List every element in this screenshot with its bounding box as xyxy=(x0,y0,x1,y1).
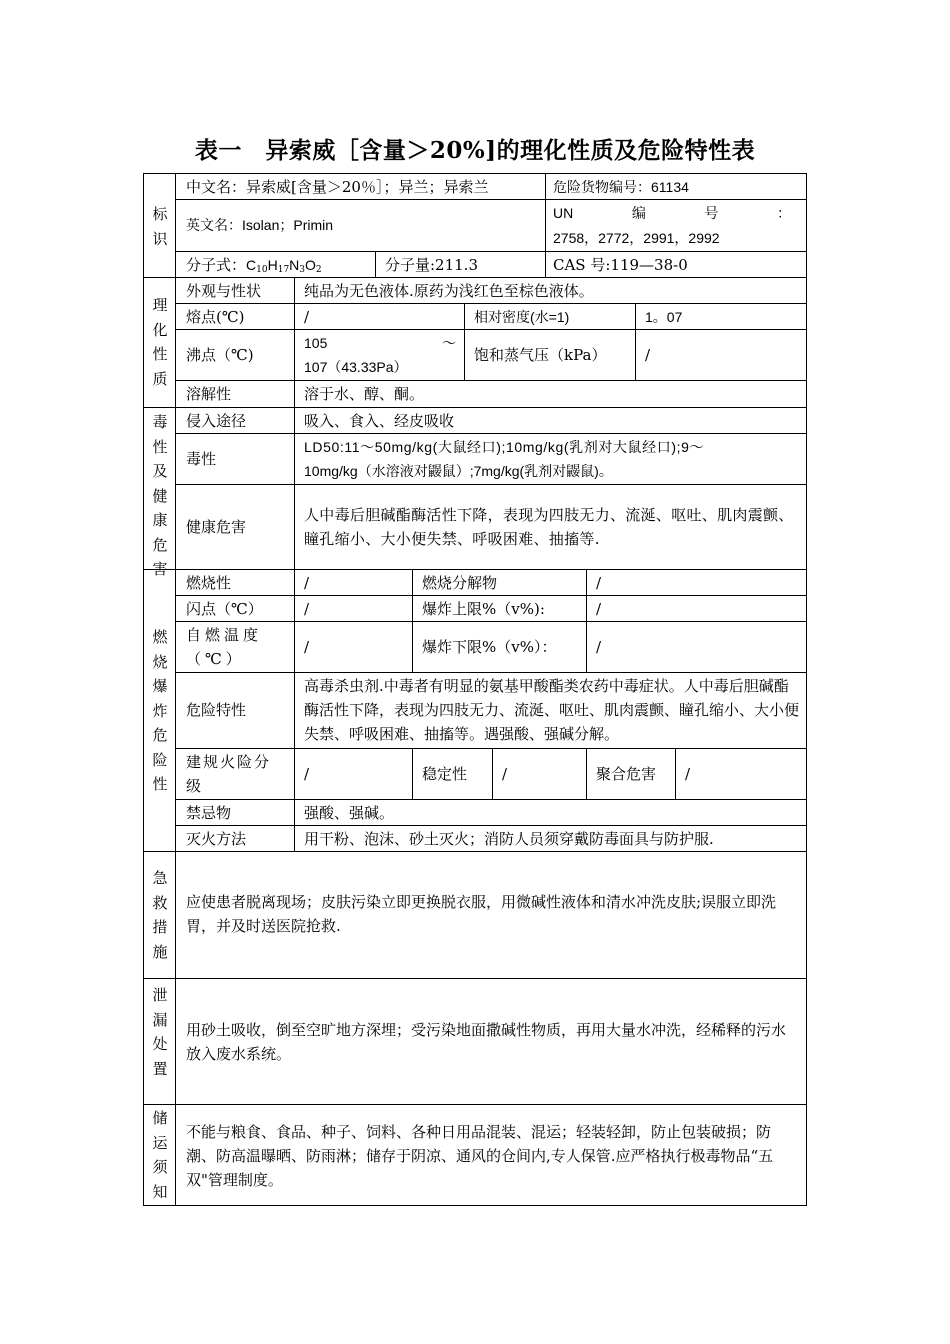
section-fire: 燃烧爆炸危险性 xyxy=(152,628,168,793)
boiling-label: 沸点（℃) xyxy=(186,346,254,364)
melting-value: / xyxy=(304,308,310,326)
fire-class-label: 建规火险分级 xyxy=(186,753,272,795)
section-toxicity: 毒性及健康危害 xyxy=(152,413,168,578)
page-title: 表一 异索威［含量＞20%]的理化性质及危险特性表 xyxy=(194,137,756,164)
hazard-value: 高毒杀虫剂.中毒者有明显的氨基甲酸酯类农药中毒症状。人中毒后胆碱酯酶活性下降，表现为四肢无力、流涎、呕吐、肌肉震颤、瞳孔缩小、大小便失禁、呼吸困难、抽搐等。遇强酸、强碱分解。 xyxy=(304,677,800,743)
toxicity-line2: 10mg/kg（水溶液对鼹鼠）;7mg/kg(乳剂对鼹鼠)。 xyxy=(304,463,613,479)
polymerization-value: / xyxy=(685,765,691,783)
extinguish-label: 灭火方法 xyxy=(186,830,247,848)
upper-limit-value: / xyxy=(596,600,602,618)
route-label: 侵入途径 xyxy=(186,412,247,430)
health-label: 健康危害 xyxy=(186,518,247,536)
polymerization-label: 聚合危害 xyxy=(596,765,657,783)
section-physchem: 理化性质 xyxy=(152,296,168,388)
fire-class-value: / xyxy=(304,765,310,783)
density-label: 相对密度(水=1) xyxy=(474,309,570,325)
appearance-label: 外观与性状 xyxy=(186,282,262,300)
decomposition-value: / xyxy=(596,574,602,592)
boiling-value-line1: 105 ～ xyxy=(304,335,456,351)
un-number-label: UN 编 号 ： xyxy=(553,205,791,221)
autoignition-value: / xyxy=(304,638,310,656)
density-value: 1。07 xyxy=(645,309,683,325)
leak-handling-text: 用砂土吸收，倒至空旷地方深埋；受污染地面撒碱性物质，再用大量水冲洗，经稀释的污水放入废水系统。 xyxy=(186,1021,787,1063)
boiling-value-line2: 107（43.33Pa） xyxy=(304,359,408,375)
stability-value: / xyxy=(502,765,508,783)
appearance-value: 纯品为无色液体.原药为浅红色至棕色液体。 xyxy=(304,282,594,300)
section-leak: 泄漏处置 xyxy=(152,986,168,1078)
solubility-value: 溶于水、醇、酮。 xyxy=(304,385,425,403)
section-firstaid: 急救措施 xyxy=(152,869,168,961)
stability-label: 稳定性 xyxy=(422,765,468,783)
upper-limit-label: 爆炸上限%（v%): xyxy=(422,600,545,618)
flash-point-value: / xyxy=(304,600,310,618)
toxicity-line1: LD50:11～50mg/kg(大鼠经口);10mg/kg(乳剂对大鼠经口);9～ xyxy=(304,439,705,455)
section-identification: 标识 xyxy=(152,205,168,248)
cas-number: CAS 号:119—38-0 xyxy=(553,256,688,274)
molecular-weight: 分子量:211.3 xyxy=(385,256,478,274)
solubility-label: 溶解性 xyxy=(186,385,232,403)
flash-point-label: 闪点（℃） xyxy=(186,600,263,618)
un-numbers: 2758，2772，2991，2992 xyxy=(553,230,720,246)
flammability-label: 燃烧性 xyxy=(186,574,232,592)
chinese-name: 中文名：异索威[含量＞20％］；异兰；异索兰 xyxy=(186,178,489,196)
route-value: 吸入、食入、经皮吸收 xyxy=(304,412,455,430)
incompatible-label: 禁忌物 xyxy=(186,804,232,822)
vapor-pressure-value: / xyxy=(645,346,651,364)
autoignition-label: 自燃温度（℃） xyxy=(186,626,263,668)
health-value: 人中毒后胆碱酯酶活性下降，表现为四肢无力、流涎、呕吐、肌肉震颤、瞳孔缩小、大小便失禁、呼吸困难、抽搐等. xyxy=(304,506,794,548)
storage-text: 不能与粮食、食品、种子、饲料、各种日用品混装、混运；轻装轻卸，防止包装破损；防潮、防高温曝晒、防雨淋；储存于阴凉、通风的仓间内,专人保管.应严格执行极毒物品“五双"管理制度。 xyxy=(186,1123,774,1189)
melting-label: 熔点(℃) xyxy=(186,308,245,326)
vapor-pressure-label: 饱和蒸气压（kPa） xyxy=(474,346,607,364)
first-aid-text: 应使患者脱离现场；皮肤污染立即更换脱衣服，用微碱性液体和清水冲洗皮肤;误服立即洗胃，并及时送医院抢救. xyxy=(186,893,777,935)
extinguish-value: 用干粉、泡沫、砂土灭火；消防人员须穿戴防毒面具与防护服. xyxy=(304,830,714,848)
molecular-formula: 分子式：$C_{10}H_{17}N_3O_2$ xyxy=(186,256,322,275)
lower-limit-label: 爆炸下限%（v%）： xyxy=(422,638,557,656)
section-storage: 储运须知 xyxy=(152,1109,168,1201)
lower-limit-value: / xyxy=(596,638,602,656)
english-name: 英文名：Isolan；Primin xyxy=(186,217,334,233)
toxicity-label: 毒性 xyxy=(186,450,217,468)
decomposition-label: 燃烧分解物 xyxy=(422,574,498,592)
hazard-label: 危险特性 xyxy=(186,701,247,719)
incompatible-value: 强酸、强碱。 xyxy=(304,804,395,822)
dangerous-goods-number: 危险货物编号：61134 xyxy=(553,179,689,195)
flammability-value: / xyxy=(304,574,310,592)
